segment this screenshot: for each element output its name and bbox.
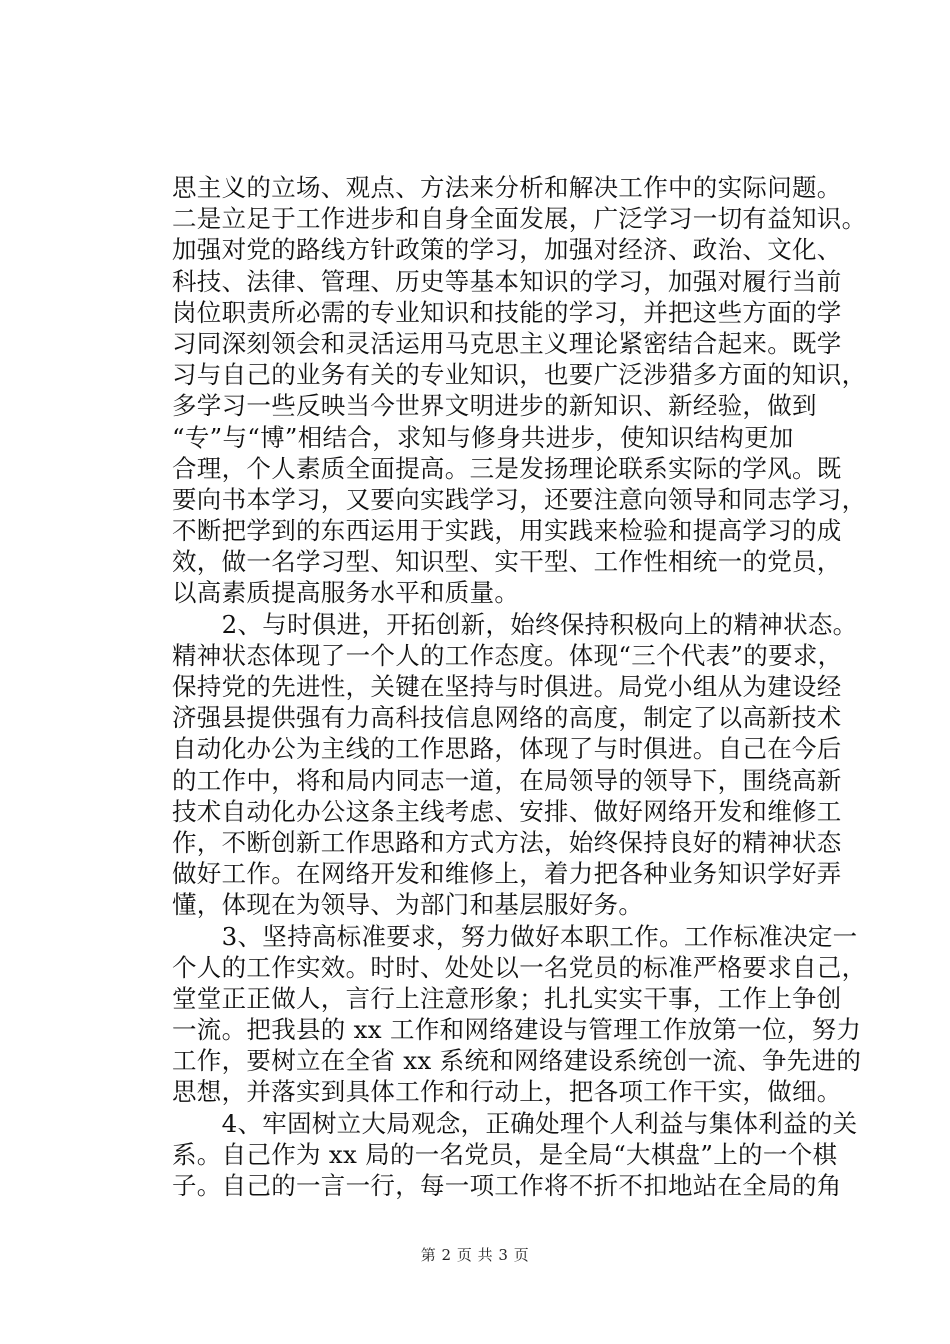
text-line: 技术自动化办公这条主线考虑、安排、做好网络开发和维修工 [172,796,842,826]
text-line: 要向书本学习，又要向实践学习，还要注意向领导和同志学习， [172,484,867,514]
text-line: 岗位职责所必需的专业知识和技能的学习，并把这些方面的学 [172,297,842,327]
text-line: 作，不断创新工作思路和方式方法，始终保持良好的精神状态 [172,827,842,857]
text-line: 不断把学到的东西运用于实践，用实践来检验和提高学习的成 [172,516,842,546]
text-line: 个人的工作实效。时时、处处以一名党员的标准严格要求自己， [172,952,867,982]
text-line: 精神状态体现了一个人的工作态度。体现“三个代表”的要求， [172,640,843,670]
text-line: 堂堂正正做人，言行上注意形象；扎扎实实干事，工作上争创 [172,983,842,1013]
text-line: 习与自己的业务有关的专业知识，也要广泛涉猎多方面的知识， [172,360,867,390]
text-line: 3、坚持高标准要求，努力做好本职工作。工作标准决定一 [172,921,858,951]
text-line: 济强县提供强有力高科技信息网络的高度，制定了以高新技术 [172,703,842,733]
page-footer: 第 2 页 共 3 页 [420,1246,530,1264]
text-line: 系。自己作为 xx 局的一名党员，是全局“大棋盘”上的一个棋 [172,1139,838,1169]
text-line: 效，做一名学习型、知识型、实干型、工作性相统一的党员， [172,547,842,577]
text-line: 自动化办公为主线的工作思路，体现了与时俱进。自己在今后 [172,734,842,764]
text-line: 科技、法律、管理、历史等基本知识的学习，加强对履行当前 [172,266,842,296]
text-line: 合理，个人素质全面提高。三是发扬理论联系实际的学风。既 [172,453,842,483]
text-line: 以高素质提高服务水平和质量。 [172,578,520,608]
text-line: 思想，并落实到具体工作和行动上，把各项工作干实，做细。 [172,1077,842,1107]
text-line: 工作，要树立在全省 xx 系统和网络建设系统创一流、争先进的 [172,1046,862,1076]
text-line: “专”与“博”相结合，求知与修身共进步，使知识结构更加 [172,422,794,452]
text-line: 思主义的立场、观点、方法来分析和解决工作中的实际问题。 [172,173,842,202]
text-line: 习同深刻领会和灵活运用马克思主义理论紧密结合起来。既学 [172,328,842,358]
text-line: 多学习一些反映当今世界文明进步的新知识、新经验，做到 [172,391,817,421]
text-line: 做好工作。在网络开发和维修上，着力把各种业务知识学好弄 [172,859,842,889]
text-line: 一流。把我县的 xx 工作和网络建设与管理工作放第一位，努力 [172,1015,862,1045]
text-line: 保持党的先进性，关键在坚持与时俱进。局党小组从为建设经 [172,672,842,701]
text-line: 懂，体现在为领导、为部门和基层服好务。 [172,890,644,920]
text-line: 加强对党的路线方针政策的学习，加强对经济、政治、文化、 [172,235,842,265]
text-line: 4、牢固树立大局观念，正确处理个人利益与集体利益的关 [172,1108,858,1138]
text-line: 二是立足于工作进步和自身全面发展，广泛学习一切有益知识。 [172,204,867,234]
text-line: 的工作中，将和局内同志一道，在局领导的领导下，围绕高新 [172,765,842,795]
body-text [172,172,950,1201]
text-line: 2、与时俱进，开拓创新，始终保持积极向上的精神状态。 [172,609,858,639]
text-line: 子。自己的一言一行，每一项工作将不折不扣地站在全局的角 [172,1171,842,1200]
